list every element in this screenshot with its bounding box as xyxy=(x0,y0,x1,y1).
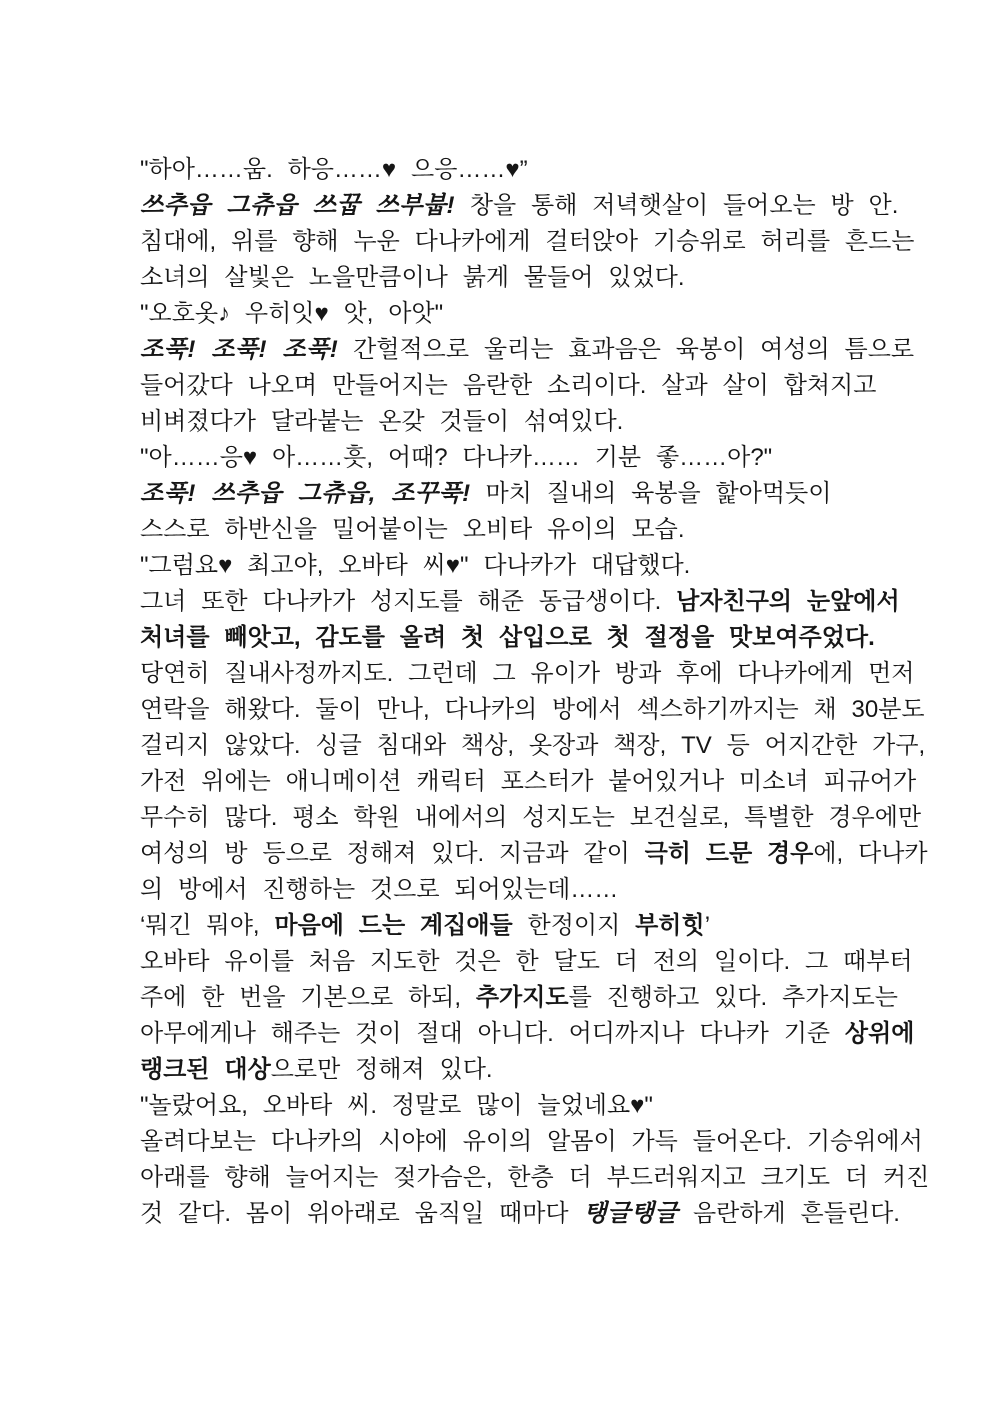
text-segment: 그녀 또한 다나카가 성지도를 해준 동급생이다. xyxy=(140,588,677,615)
text-line xyxy=(140,908,866,944)
text-segment: 여성의 방 등으로 정해져 있다. 지금과 같이 xyxy=(140,840,645,867)
text-line xyxy=(140,1124,923,1160)
text-segment: 간헐적으로 울리는 효과음은 육봉이 여성의 틈으로 xyxy=(338,336,915,363)
text-line xyxy=(140,944,913,980)
text-line xyxy=(140,1016,915,1052)
emphasis-text: 처녀를 빼앗고, 감도를 올려 첫 삽입으로 첫 절정을 맛보여주었다. xyxy=(140,624,875,651)
text-line xyxy=(140,800,922,836)
text-segment: 아래를 향해 늘어지는 젖가슴은, 한층 더 부드러워지고 크기도 더 커진 xyxy=(140,1164,930,1191)
text-segment: ’ xyxy=(704,912,711,939)
text-segment: 들어갔다 나오며 만들어지는 음란한 소리이다. 살과 살이 합쳐지고 xyxy=(140,372,877,399)
text-line xyxy=(140,548,866,584)
text-segment: 으로만 정해져 있다. xyxy=(270,1056,493,1083)
text-segment: "오호옷♪ 우히잇♥ 앗, 아앗" xyxy=(140,300,444,327)
text-segment: 한정이지 xyxy=(512,912,636,939)
text-segment: 창을 통해 저녁햇살이 들어오는 방 안. xyxy=(455,192,899,219)
text-segment: 소녀의 살빛은 노을만큼이나 붉게 물들어 있었다. xyxy=(140,264,685,291)
text-line xyxy=(140,980,898,1016)
text-line xyxy=(140,368,877,404)
text-segment: 연락을 해왔다. 둘이 만나, 다나카의 방에서 섹스하기까지는 채 30분도 xyxy=(140,696,925,723)
text-line xyxy=(140,404,866,440)
text-content xyxy=(140,152,930,1232)
text-line xyxy=(140,584,900,620)
text-segment: 가전 위에는 애니메이션 캐릭터 포스터가 붙어있거나 미소녀 피규어가 xyxy=(140,768,917,795)
text-segment: 스스로 하반신을 밀어붙이는 오비타 유이의 모습. xyxy=(140,516,685,543)
text-segment: "그럼요♥ 최고야, 오바타 씨♥" 다나카가 대답했다. xyxy=(140,552,691,579)
text-segment: 비벼졌다가 달라붙는 온갖 것들이 섞여있다. xyxy=(140,408,624,435)
text-segment: 당연히 질내사정까지도. 그런데 그 유이가 방과 후에 다나카에게 먼저 xyxy=(140,660,915,687)
text-line xyxy=(140,152,866,188)
emphasis-text: 마음에 드는 계집애들 xyxy=(274,912,513,939)
sfx-text: 조푹! 쓰추읍 그츄읍, 조꾸푹! xyxy=(140,480,471,507)
text-segment: 침대에, 위를 향해 누운 다나카에게 걸터앉아 기승위로 허리를 흔드는 xyxy=(140,228,915,255)
text-segment: "아……응♥ 아……흣, 어때? 다나카…… 기분 좋……아?" xyxy=(140,444,773,471)
emphasis-text: 상위에 xyxy=(844,1020,915,1047)
text-line xyxy=(140,512,866,548)
text-line xyxy=(140,476,866,512)
emphasis-text: 추가지도 xyxy=(475,984,569,1011)
text-segment: 오바타 유이를 처음 지도한 것은 한 달도 더 전의 일이다. 그 때부터 xyxy=(140,948,913,975)
text-line xyxy=(140,296,866,332)
text-line xyxy=(140,1196,900,1232)
text-line xyxy=(140,1052,866,1088)
emphasis-text: 남자친구의 눈앞에서 xyxy=(676,588,900,615)
text-line xyxy=(140,332,915,368)
text-segment: "놀랐어요, 오바타 씨. 정말로 많이 늘었네요♥" xyxy=(140,1092,653,1119)
text-line xyxy=(140,260,866,296)
text-line xyxy=(140,656,915,692)
text-segment: 올려다보는 다나카의 시야에 유이의 알몸이 가득 들어온다. 기승위에서 xyxy=(140,1128,923,1155)
text-line xyxy=(140,1088,866,1124)
text-line xyxy=(140,188,899,224)
emphasis-text: 랭크된 대상 xyxy=(140,1056,271,1083)
text-segment: 의 방에서 진행하는 것으로 되어있는데…… xyxy=(140,876,619,903)
text-line xyxy=(140,224,915,260)
text-line xyxy=(140,692,925,728)
text-line xyxy=(140,728,926,764)
emphasis-text: 극히 드문 경우 xyxy=(644,840,814,867)
text-segment: "하아……움. 하응……♥ 으응……♥” xyxy=(140,156,528,183)
sfx-text: 탱글탱글 xyxy=(583,1200,679,1227)
text-segment: 마치 질내의 육봉을 핥아먹듯이 xyxy=(470,480,832,507)
text-segment: 걸리지 않았다. 싱글 침대와 책상, 옷장과 책장, TV 등 어지간한 가구, xyxy=(140,732,926,759)
text-segment: 에, 다나카 xyxy=(813,840,928,867)
sfx-text: 쓰추읍 그츄읍 쓰꿉 쓰부붑! xyxy=(140,192,455,219)
text-segment: 것 같다. 몸이 위아래로 움직일 때마다 xyxy=(140,1200,584,1227)
text-segment: 를 진행하고 있다. 추가지도는 xyxy=(568,984,898,1011)
emphasis-text: 부히힛 xyxy=(635,912,705,939)
text-line xyxy=(140,1160,930,1196)
sfx-text: 조푹! 조푹! 조푹! xyxy=(140,336,339,363)
text-segment: 아무에게나 해주는 것이 절대 아니다. 어디까지나 다나카 기준 xyxy=(140,1020,845,1047)
text-segment: ‘뭐긴 뭐야, xyxy=(140,912,275,939)
text-segment: 음란하게 흔들린다. xyxy=(678,1200,900,1227)
text-line xyxy=(140,836,928,872)
text-segment: 무수히 많다. 평소 학원 내에서의 성지도는 보건실로, 특별한 경우에만 xyxy=(140,804,922,831)
text-line xyxy=(140,872,866,908)
text-line xyxy=(140,764,917,800)
text-line xyxy=(140,440,866,476)
text-line xyxy=(140,620,875,656)
text-segment: 주에 한 번을 기본으로 하되, xyxy=(140,984,476,1011)
